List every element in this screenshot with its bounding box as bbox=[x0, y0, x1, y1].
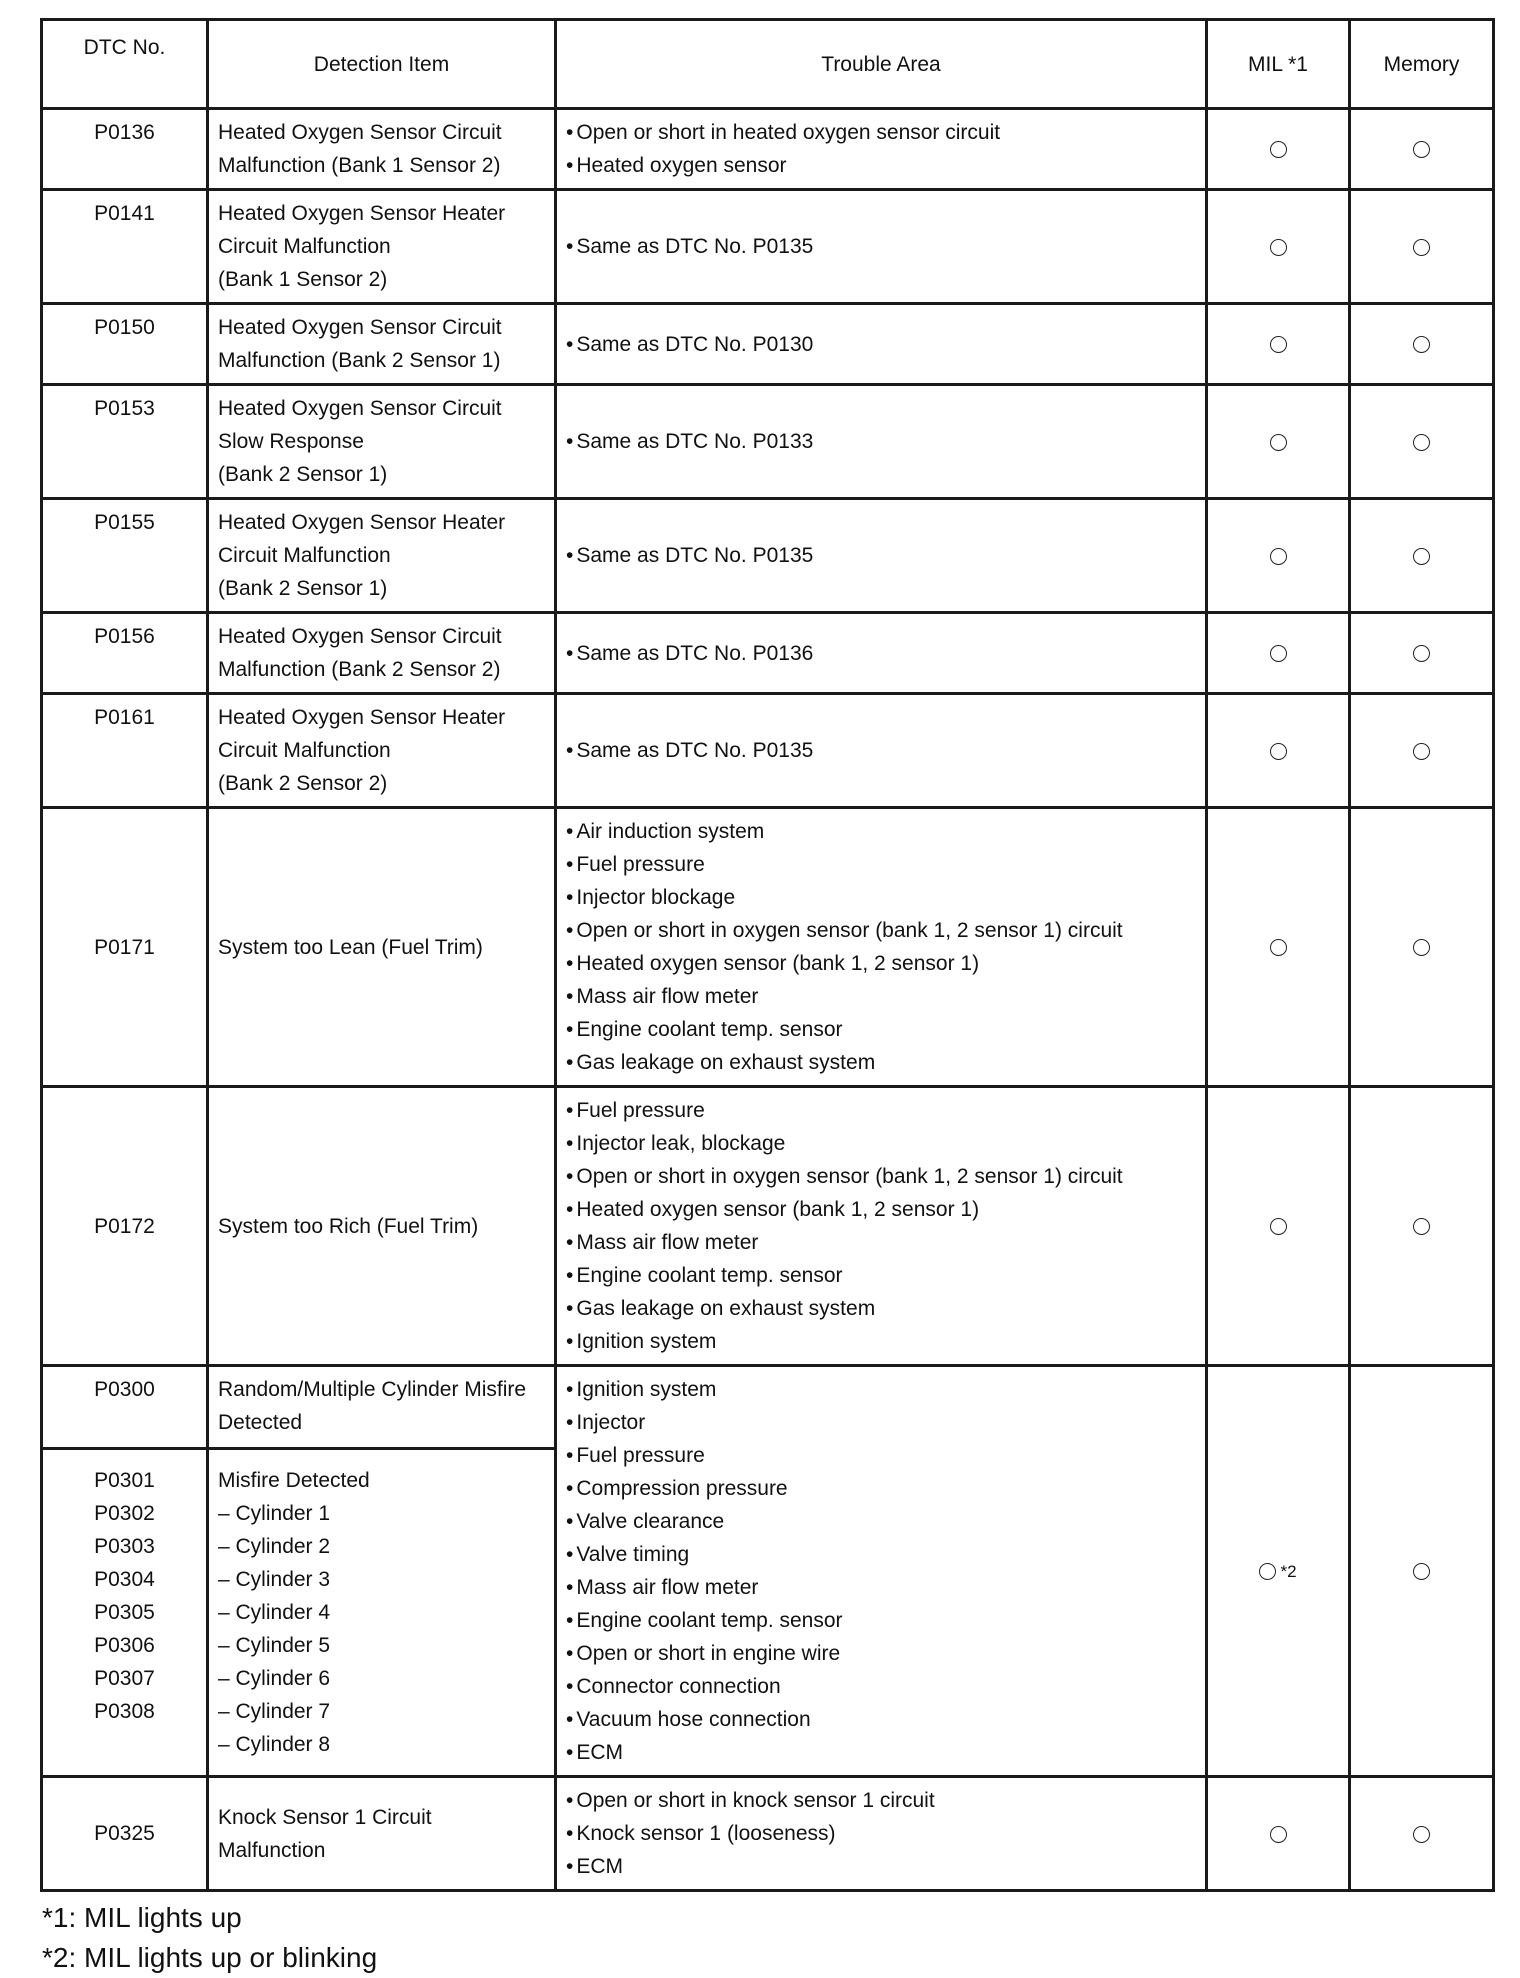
detection-item-line: Heated Oxygen Sensor Circuit bbox=[218, 316, 502, 339]
dtc-code: P0302 bbox=[94, 1502, 155, 1526]
trouble-area-cell bbox=[556, 613, 1207, 694]
dtc-code: P0172 bbox=[94, 1214, 155, 1238]
trouble-area-item: • Injector leak, blockage bbox=[566, 1127, 1196, 1160]
circle-mark-icon bbox=[1413, 939, 1430, 956]
detection-item-cell bbox=[208, 613, 556, 694]
table-row bbox=[42, 1366, 1494, 1449]
trouble-area-cell bbox=[556, 304, 1207, 385]
detection-item-line: Knock Sensor 1 Circuit bbox=[218, 1805, 432, 1829]
trouble-area-item: • Engine coolant temp. sensor bbox=[566, 1259, 1196, 1292]
detection-item-cell bbox=[208, 1777, 556, 1891]
trouble-area-item: • Open or short in oxygen sensor (bank 1, 2 sensor 1) circuit bbox=[566, 1160, 1196, 1193]
dtc-code: P0300 bbox=[94, 1378, 155, 1401]
trouble-area-item: • Fuel pressure bbox=[566, 1094, 1196, 1127]
memory-cell bbox=[1350, 694, 1494, 808]
detection-item-line: – Cylinder 2 bbox=[218, 1535, 331, 1559]
circle-mark-icon bbox=[1259, 1563, 1276, 1580]
header-row bbox=[42, 20, 1494, 109]
dtc-code: P0307 bbox=[94, 1667, 155, 1691]
detection-item-line: – Cylinder 6 bbox=[218, 1667, 331, 1691]
mil-cell bbox=[1207, 1366, 1350, 1777]
trouble-area-cell bbox=[556, 1087, 1207, 1366]
trouble-area-cell bbox=[556, 190, 1207, 304]
detection-item-cell bbox=[208, 385, 556, 499]
trouble-area-item: • Same as DTC No. P0135 bbox=[566, 734, 1196, 767]
circle-mark-icon bbox=[1270, 434, 1287, 451]
table-row bbox=[42, 499, 1494, 613]
dtc-cell bbox=[42, 190, 208, 304]
trouble-area-item: • ECM bbox=[566, 1850, 1196, 1883]
trouble-area-item: • Valve timing bbox=[566, 1538, 1196, 1571]
memory-cell bbox=[1350, 385, 1494, 499]
memory-cell bbox=[1350, 109, 1494, 190]
dtc-cell bbox=[42, 1087, 208, 1366]
mil-cell bbox=[1207, 109, 1350, 190]
footnotes bbox=[40, 1898, 1492, 1978]
circle-mark-icon bbox=[1413, 1826, 1430, 1843]
detection-item-line: Heated Oxygen Sensor Heater bbox=[218, 202, 506, 225]
dtc-code: P0150 bbox=[94, 316, 155, 339]
circle-mark-icon bbox=[1413, 548, 1430, 565]
table-row bbox=[42, 1777, 1494, 1891]
mil-cell bbox=[1207, 304, 1350, 385]
circle-mark-icon bbox=[1270, 548, 1287, 565]
dtc-cell bbox=[42, 1366, 208, 1449]
dtc-code: P0156 bbox=[94, 625, 155, 648]
detection-item-line: Heated Oxygen Sensor Circuit bbox=[218, 121, 502, 144]
trouble-area-cell bbox=[556, 808, 1207, 1087]
trouble-area-item: • Knock sensor 1 (looseness) bbox=[566, 1817, 1196, 1850]
dtc-code: P0161 bbox=[94, 706, 155, 729]
circle-mark-icon bbox=[1413, 141, 1430, 158]
trouble-area-item: • Gas leakage on exhaust system bbox=[566, 1046, 1196, 1079]
detection-item-cell bbox=[208, 1366, 556, 1449]
detection-item-line: Malfunction bbox=[218, 1838, 326, 1862]
detection-item-line: Heated Oxygen Sensor Circuit bbox=[218, 625, 502, 648]
trouble-area-item: • Fuel pressure bbox=[566, 848, 1196, 881]
trouble-area-item: • Ignition system bbox=[566, 1373, 1196, 1406]
trouble-area-item: • Engine coolant temp. sensor bbox=[566, 1013, 1196, 1046]
trouble-area-item: • ECM bbox=[566, 1736, 1196, 1769]
dtc-cell bbox=[42, 694, 208, 808]
memory-cell bbox=[1350, 304, 1494, 385]
detection-item-line: Malfunction (Bank 1 Sensor 2) bbox=[218, 154, 501, 177]
memory-cell bbox=[1350, 190, 1494, 304]
circle-mark-icon bbox=[1413, 1563, 1430, 1580]
dtc-code: P0171 bbox=[94, 935, 155, 959]
dtc-code: P0303 bbox=[94, 1535, 155, 1559]
trouble-area-item: • Vacuum hose connection bbox=[566, 1703, 1196, 1736]
dtc-cell bbox=[42, 1777, 208, 1891]
detection-item-line: Circuit Malfunction bbox=[218, 544, 391, 567]
circle-mark-icon bbox=[1413, 336, 1430, 353]
dtc-code: P0153 bbox=[94, 397, 155, 420]
trouble-area-item: • Same as DTC No. P0136 bbox=[566, 637, 1196, 670]
detection-item-line: – Cylinder 1 bbox=[218, 1502, 331, 1526]
dtc-code: P0306 bbox=[94, 1634, 155, 1658]
memory-cell bbox=[1350, 613, 1494, 694]
trouble-area-cell bbox=[556, 385, 1207, 499]
trouble-area-item: • Open or short in knock sensor 1 circuit bbox=[566, 1784, 1196, 1817]
mil-note-mark: *2 bbox=[1280, 1561, 1297, 1581]
trouble-area-item: • Same as DTC No. P0130 bbox=[566, 328, 1196, 361]
dtc-code: P0136 bbox=[94, 121, 155, 144]
dtc-cell bbox=[42, 109, 208, 190]
dtc-code: P0304 bbox=[94, 1568, 155, 1592]
mil-cell bbox=[1207, 1087, 1350, 1366]
trouble-area-item: • Same as DTC No. P0135 bbox=[566, 539, 1196, 572]
detection-item-cell bbox=[208, 694, 556, 808]
circle-mark-icon bbox=[1413, 645, 1430, 662]
dtc-cell bbox=[42, 613, 208, 694]
mil-cell bbox=[1207, 1777, 1350, 1891]
detection-item-cell bbox=[208, 1449, 556, 1777]
circle-mark-icon bbox=[1270, 336, 1287, 353]
trouble-area-item: • Engine coolant temp. sensor bbox=[566, 1604, 1196, 1637]
table-row bbox=[42, 613, 1494, 694]
header-dtc: DTC No. bbox=[42, 20, 208, 109]
footnote-1: *1: MIL lights up bbox=[42, 1902, 242, 1933]
detection-item-line: Malfunction (Bank 2 Sensor 2) bbox=[218, 658, 501, 681]
dtc-code: P0301 bbox=[94, 1469, 155, 1493]
trouble-area-item: • Mass air flow meter bbox=[566, 1226, 1196, 1259]
detection-item-line: System too Rich (Fuel Trim) bbox=[218, 1214, 479, 1238]
dtc-code: P0141 bbox=[94, 202, 155, 225]
detection-item-line: (Bank 2 Sensor 1) bbox=[218, 577, 388, 600]
circle-mark-icon bbox=[1413, 743, 1430, 760]
trouble-area-item: • Heated oxygen sensor (bank 1, 2 sensor 1) bbox=[566, 1193, 1196, 1226]
dtc-cell bbox=[42, 808, 208, 1087]
detection-item-cell bbox=[208, 304, 556, 385]
trouble-area-item: • Compression pressure bbox=[566, 1472, 1196, 1505]
trouble-area-item: • Heated oxygen sensor (bank 1, 2 sensor 1) bbox=[566, 947, 1196, 980]
circle-mark-icon bbox=[1270, 1218, 1287, 1235]
detection-item-line: – Cylinder 5 bbox=[218, 1634, 331, 1658]
circle-mark-icon bbox=[1270, 141, 1287, 158]
detection-item-line: Circuit Malfunction bbox=[218, 235, 391, 258]
table-row bbox=[42, 190, 1494, 304]
memory-cell bbox=[1350, 1366, 1494, 1777]
table-row bbox=[42, 109, 1494, 190]
detection-item-line: (Bank 2 Sensor 1) bbox=[218, 463, 388, 486]
trouble-area-cell bbox=[556, 694, 1207, 808]
detection-item-line: Malfunction (Bank 2 Sensor 1) bbox=[218, 349, 501, 372]
memory-cell bbox=[1350, 808, 1494, 1087]
trouble-area-item: • Injector bbox=[566, 1406, 1196, 1439]
table-body bbox=[42, 109, 1494, 1891]
detection-item-line: (Bank 2 Sensor 2) bbox=[218, 772, 388, 795]
detection-item-line: System too Lean (Fuel Trim) bbox=[218, 935, 483, 959]
detection-item-cell bbox=[208, 1087, 556, 1366]
detection-item-line: Circuit Malfunction bbox=[218, 739, 391, 762]
detection-item-cell bbox=[208, 190, 556, 304]
mil-cell bbox=[1207, 613, 1350, 694]
mil-cell bbox=[1207, 694, 1350, 808]
detection-item-line: – Cylinder 7 bbox=[218, 1700, 331, 1724]
detection-item-line: Slow Response bbox=[218, 430, 364, 453]
detection-item-line: Heated Oxygen Sensor Heater bbox=[218, 511, 506, 534]
circle-mark-icon bbox=[1270, 743, 1287, 760]
circle-mark-icon bbox=[1270, 239, 1287, 256]
trouble-area-cell bbox=[556, 109, 1207, 190]
trouble-area-item: • Same as DTC No. P0135 bbox=[566, 230, 1196, 263]
detection-item-line: – Cylinder 3 bbox=[218, 1568, 331, 1592]
dtc-cell bbox=[42, 304, 208, 385]
detection-item-cell bbox=[208, 808, 556, 1087]
trouble-area-item: • Mass air flow meter bbox=[566, 1571, 1196, 1604]
trouble-area-item: • Connector connection bbox=[566, 1670, 1196, 1703]
header-mil: MIL *1 bbox=[1207, 20, 1350, 109]
table-row bbox=[42, 304, 1494, 385]
trouble-area-item: • Air induction system bbox=[566, 815, 1196, 848]
mil-cell bbox=[1207, 808, 1350, 1087]
trouble-area-cell bbox=[556, 1366, 1207, 1777]
trouble-area-item: • Same as DTC No. P0133 bbox=[566, 425, 1196, 458]
dtc-code: P0325 bbox=[94, 1822, 155, 1845]
trouble-area-item: • Gas leakage on exhaust system bbox=[566, 1292, 1196, 1325]
circle-mark-icon bbox=[1413, 239, 1430, 256]
dtc-cell bbox=[42, 499, 208, 613]
detection-item-line: Heated Oxygen Sensor Circuit bbox=[218, 397, 502, 420]
detection-item-line: Detected bbox=[218, 1411, 303, 1434]
table-row bbox=[42, 808, 1494, 1087]
trouble-area-item: • Fuel pressure bbox=[566, 1439, 1196, 1472]
detection-item-cell bbox=[208, 109, 556, 190]
document bbox=[40, 18, 1492, 1978]
memory-cell bbox=[1350, 1777, 1494, 1891]
circle-mark-icon bbox=[1270, 1826, 1287, 1843]
circle-mark-icon bbox=[1270, 939, 1287, 956]
table-row bbox=[42, 385, 1494, 499]
circle-mark-icon bbox=[1413, 1218, 1430, 1235]
detection-item-line: Random/Multiple Cylinder Misfire bbox=[218, 1378, 527, 1401]
circle-mark-icon bbox=[1270, 645, 1287, 662]
table-row bbox=[42, 694, 1494, 808]
trouble-area-item: • Valve clearance bbox=[566, 1505, 1196, 1538]
footnote-2: *2: MIL lights up or blinking bbox=[42, 1942, 378, 1973]
detection-item-line: Misfire Detected bbox=[218, 1469, 370, 1493]
detection-item-line: Heated Oxygen Sensor Heater bbox=[218, 706, 506, 729]
trouble-area-item: • Ignition system bbox=[566, 1325, 1196, 1358]
table-row bbox=[42, 1087, 1494, 1366]
detection-item-cell bbox=[208, 499, 556, 613]
trouble-area-item: • Mass air flow meter bbox=[566, 980, 1196, 1013]
dtc-cell bbox=[42, 385, 208, 499]
detection-item-line: – Cylinder 4 bbox=[218, 1601, 331, 1625]
detection-item-line: – Cylinder 8 bbox=[218, 1733, 331, 1757]
dtc-code: P0155 bbox=[94, 511, 155, 534]
header-detection-item: Detection Item bbox=[208, 20, 556, 109]
trouble-area-cell bbox=[556, 499, 1207, 613]
trouble-area-item: • Heated oxygen sensor bbox=[566, 149, 1196, 182]
mil-cell bbox=[1207, 499, 1350, 613]
circle-mark-icon bbox=[1413, 434, 1430, 451]
dtc-code: P0308 bbox=[94, 1700, 155, 1724]
dtc-cell bbox=[42, 1449, 208, 1777]
trouble-area-cell bbox=[556, 1777, 1207, 1891]
mil-cell bbox=[1207, 190, 1350, 304]
header-memory: Memory bbox=[1350, 20, 1494, 109]
trouble-area-item: • Open or short in engine wire bbox=[566, 1637, 1196, 1670]
trouble-area-item: • Open or short in heated oxygen sensor circuit bbox=[566, 116, 1196, 149]
memory-cell bbox=[1350, 499, 1494, 613]
header-trouble-area: Trouble Area bbox=[556, 20, 1207, 109]
memory-cell bbox=[1350, 1087, 1494, 1366]
detection-item-line: (Bank 1 Sensor 2) bbox=[218, 268, 388, 291]
trouble-area-item: • Injector blockage bbox=[566, 881, 1196, 914]
dtc-code: P0305 bbox=[94, 1601, 155, 1625]
dtc-table bbox=[40, 18, 1495, 1892]
mil-cell bbox=[1207, 385, 1350, 499]
trouble-area-item: • Open or short in oxygen sensor (bank 1, 2 sensor 1) circuit bbox=[566, 914, 1196, 947]
